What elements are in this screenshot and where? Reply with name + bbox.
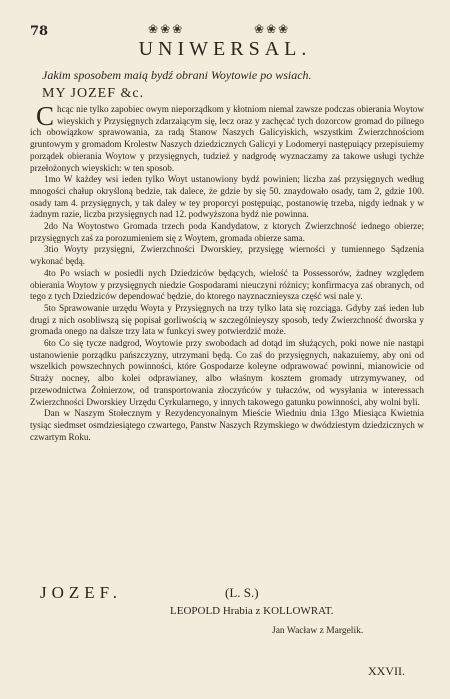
fleuron-ornament-icon: ❀ <box>266 22 277 36</box>
fleuron-ornament-icon: ❀ <box>278 22 289 36</box>
paragraph-dated: Dan w Naszym Stołecznym y Rezydencyonalnym Mieście Wiedniu dnia 13go Miesiąca Kwietnia tysiąc siedmset osmdziesiątego czwartego, Panstw Naszych Rzymskiego w dwódziestym dziedzicznych w czwartym Roku. <box>30 408 424 442</box>
paragraph-3: 3tio Woyty przysięgni, Zwierzchności Dworskiey, przysięgę wierności y tumiennego Sądzenia wykonać będą. <box>30 244 424 267</box>
fleuron-ornament-icon: ❀ <box>148 22 159 36</box>
paragraph-text: hcąc nie tylko zapobiec owym nieporządkom y kłotniom niemal zawsze podczas obierania Woytow wieyskich y Przysięgnych zdarzaiącym się, lecz oraz y zachęcać tych dozorcow gromad do pilnego ich obowiązkow sprawowania, za radą Stanow Naszych Galicyiskich, wszystkim Zwierzchnościom gruntowym y gromadom Krolestw Naszych dziedzicznych Galicyi y Lodomeryi następuiący przepisuiemy porządek obierania Woytow y przysięgnych, tudzież y nadgrodę wyznaczamy za takowe usługi tychże przełożonych wieyskich: w ten sposob. <box>30 104 424 173</box>
body-text <box>30 101 424 443</box>
signoff-name: JOZEF. <box>40 583 123 602</box>
fleuron-ornament-icon: ❀ <box>254 22 265 36</box>
addressee-line: MY JOZEF &c. <box>42 86 145 101</box>
paragraph-2: 2do Na Woytostwo Gromada trzech poda Kandydatow, z ktorych Zwierzchność iednego obierze; przysięgnych zaś za porozumieniem się z Woytem, gromada obierze sama. <box>30 221 424 243</box>
paragraph-6: 6to Co się tycze nadgrod, Woytowie przy swobodach ad dotąd im służących, poki nowe nie nastąpi ustanowienie porządku pańszczyzny, utrzymani będą. Co zaś do przysięgnych, nakazuiemy, aby oni od wszelkich powszechnych powinności, które Gospodarze koleyne odprawować powinni, mianowicie od Straży nocney, albo kolei odprawianey, albo właśnym kosztem gromady utrzymywaney, od przewodnictwa Żołnierzow, od transportowania złoczyńców y tułaczów, od wysyłania w interessach Zwierzchności Dworskiey Urzędu Cyrkularnego, y innych takowego gatunku powinności, aby wolni byli. <box>30 338 424 407</box>
paragraph-5: 5to Sprawowanie urzędu Woyta y Przysięgnych na trzy tylko lata się rozciąga. Gdyby zaś ieden lub drugi z nich osobliwszą się popisał gorliwością w szczególnieyszy sposob, tedy Zwierzchność dworska y gromada onego na dalsze trzy lata w funkcyi swey potwierdzić może. <box>30 302 424 337</box>
paragraph-4: 4to Po wsiach w posiedli nych Dziedziców będących, wielość ta Possessorów, żadney względem obierania Woytow y przysięgnych niedzie Gospodarami nieuczyni różnicy; konfirmacya zaś obranych, od tego z tych Dziedziców dependować będzie, do ktorego nayznacznieysza część wsi nale y. <box>30 267 424 302</box>
countersign-line: Jan Wacław z Margelik. <box>272 626 364 636</box>
sheet-mark: XXVII. <box>368 664 405 678</box>
ornament-left <box>148 22 182 36</box>
paragraph-1: 1mo W każdey wsi ieden tylko Woyt ustanowiony bydź powinien; liczba zaś przysięgnych według mnogości chałup okryśloną bedzie, tak dalece, że gdzie by się 50. znaydowało osady, tam 2, gdzie 100. osady tam 4. przysięgnych, y tak daley w tey proporcyi postępuiąc, postanowię trzeba, nigdy iednak y w żadnym razie, liczba przysięgnych nad 12. podwyższona bydź nie powinna. <box>30 174 424 220</box>
paragraph-intro <box>30 101 424 174</box>
fleuron-ornament-icon: ❀ <box>160 22 171 36</box>
page-number: 78 <box>30 24 49 39</box>
signatory-line: LEOPOLD Hrabia z KOLLOWRAT. <box>170 605 334 617</box>
fleuron-ornament-icon: ❀ <box>172 22 183 36</box>
document-headline: UNIWERSAL. <box>138 38 312 60</box>
ornament-right <box>254 22 288 36</box>
document-subhead: Jakim sposobem maią bydź obrani Woytowie po wsiach. <box>42 68 312 82</box>
seal-mark: (L. S.) <box>225 585 259 600</box>
drop-cap: C <box>36 101 55 131</box>
